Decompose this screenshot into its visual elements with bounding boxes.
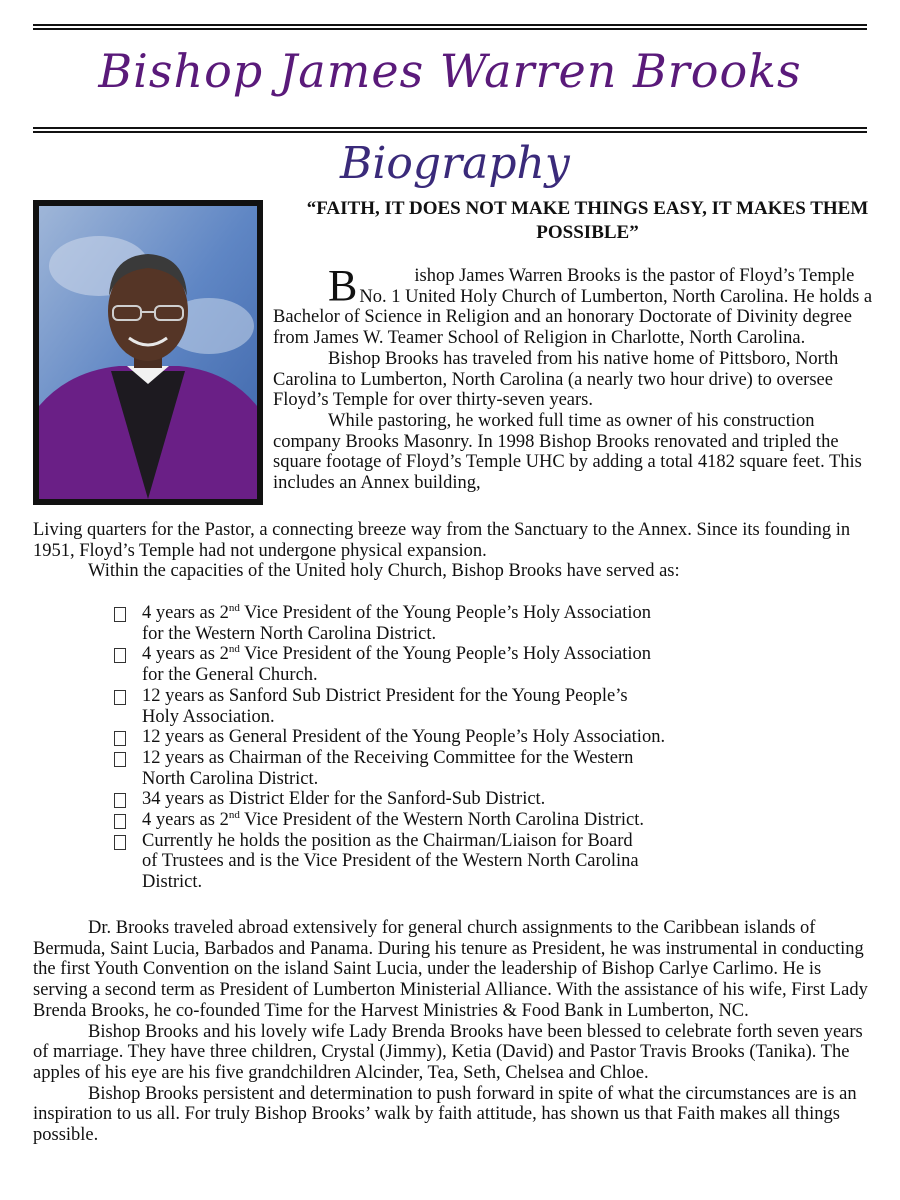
checkbox-icon xyxy=(114,690,126,705)
closing-paragraph-1: Dr. Brooks traveled abroad extensively for general church assignments to the Caribbean islands of Bermuda, Saint Lucia, Barbados and Panama. During his tenure as President, he was instrumental in conducting the first Youth Convention on the island Saint Lucia, under the leadership of Bishop Carlye Carlimo. He is serving a second term as President of Lumberton Ministerial Alliance. With the assistance of his wife, First Lady Brenda Brooks, he co-founded Time for the Harvest Ministries & Food Bank in Lumberton, NC. xyxy=(33,918,868,1021)
title-double-rule xyxy=(33,127,867,135)
checkbox-icon xyxy=(114,835,126,850)
section-title: Biography xyxy=(340,138,570,189)
roles-list xyxy=(112,603,665,893)
bio-paragraph-1: B ishop James Warren Brooks is the pastor of Floyd’s Temple No. 1 United Holy Church of Lumberton, North Carolina. He holds a Bachelor of Science in Religion and an honorary Doctorate of Divinity degree from James W. Teamer School of Religion in Charlotte, North Carolina. xyxy=(273,261,873,349)
bio-intro xyxy=(273,261,873,494)
list-item: 12 years as General President of the Young People’s Holy Association. xyxy=(112,727,665,748)
list-item: 34 years as District Elder for the Sanford-Sub District. xyxy=(112,789,665,810)
portrait-photo xyxy=(33,200,263,505)
checkbox-icon xyxy=(114,752,126,767)
closing-paragraph-2: Bishop Brooks and his lovely wife Lady Brenda Brooks have been blessed to celebrate forth seven years of marriage. They have three children, Crystal (Jimmy), Ketia (David) and Pastor Travis Brooks (Tanika). The apples of his eye are his five grandchildren Alcinder, Tea, Seth, Chelsea and Chloe. xyxy=(33,1021,863,1083)
quote: “FAITH, IT DOES NOT MAKE THINGS EASY, IT MAKES THEM POSSIBLE” xyxy=(306,198,869,243)
closing-paragraph-3: Bishop Brooks persistent and determination to push forward in spite of what the circumstances are is an inspiration to us all. For truly Bishop Brooks’ walk by faith attitude, has shown us that Faith makes all things possible. xyxy=(33,1083,857,1146)
bio-paragraph-4: Within the capacities of the United holy Church, Bishop Brooks have served as: xyxy=(88,561,680,582)
bio-paragraph-3-cont: Living quarters for the Pastor, a connecting breeze way from the Sanctuary to the Annex. Since its founding in 1951, Floyd’s Temple had not undergone physical expansion. xyxy=(33,520,851,561)
list-item: 4 years as 2nd Vice President of the Young People’s Holy Association for the General Church. xyxy=(112,644,665,685)
list-item: Currently he holds the position as the Chairman/Liaison for Board of Trustees and is the Vice President of the Western North Carolina District. xyxy=(112,831,665,893)
bio-paragraph-2: Bishop Brooks has traveled from his native home of Pittsboro, North Carolina to Lumberton, North Carolina (a nearly two hour drive) to oversee Floyd’s Temple for over thirty-seven years. xyxy=(273,348,839,411)
top-double-rule xyxy=(33,24,867,32)
list-item: 12 years as Chairman of the Receiving Committee for the Western North Carolina District. xyxy=(112,748,665,789)
closing-section xyxy=(33,918,873,1146)
list-item: 12 years as Sanford Sub District President for the Young People’s Holy Association. xyxy=(112,686,665,727)
list-item: 4 years as 2nd Vice President of the Western North Carolina District. xyxy=(112,810,665,831)
checkbox-icon xyxy=(114,607,126,622)
drop-cap: B xyxy=(328,261,358,310)
list-item: 4 years as 2nd Vice President of the Young People’s Holy Association for the Western North Carolina District. xyxy=(112,603,665,644)
checkbox-icon xyxy=(114,793,126,808)
portrait-image xyxy=(39,206,257,499)
checkbox-icon xyxy=(114,648,126,663)
checkbox-icon xyxy=(114,814,126,829)
bio-continued xyxy=(33,520,873,582)
page-title: Bishop James Warren Brooks xyxy=(98,44,802,98)
checkbox-icon xyxy=(114,731,126,746)
bio-paragraph-3: While pastoring, he worked full time as owner of his construction company Brooks Masonry. In 1998 Bishop Brooks renovated and tripled the square footage of Floyd’s Temple UHC by adding a total 4182 square feet. This includes an Annex building, xyxy=(273,410,862,494)
